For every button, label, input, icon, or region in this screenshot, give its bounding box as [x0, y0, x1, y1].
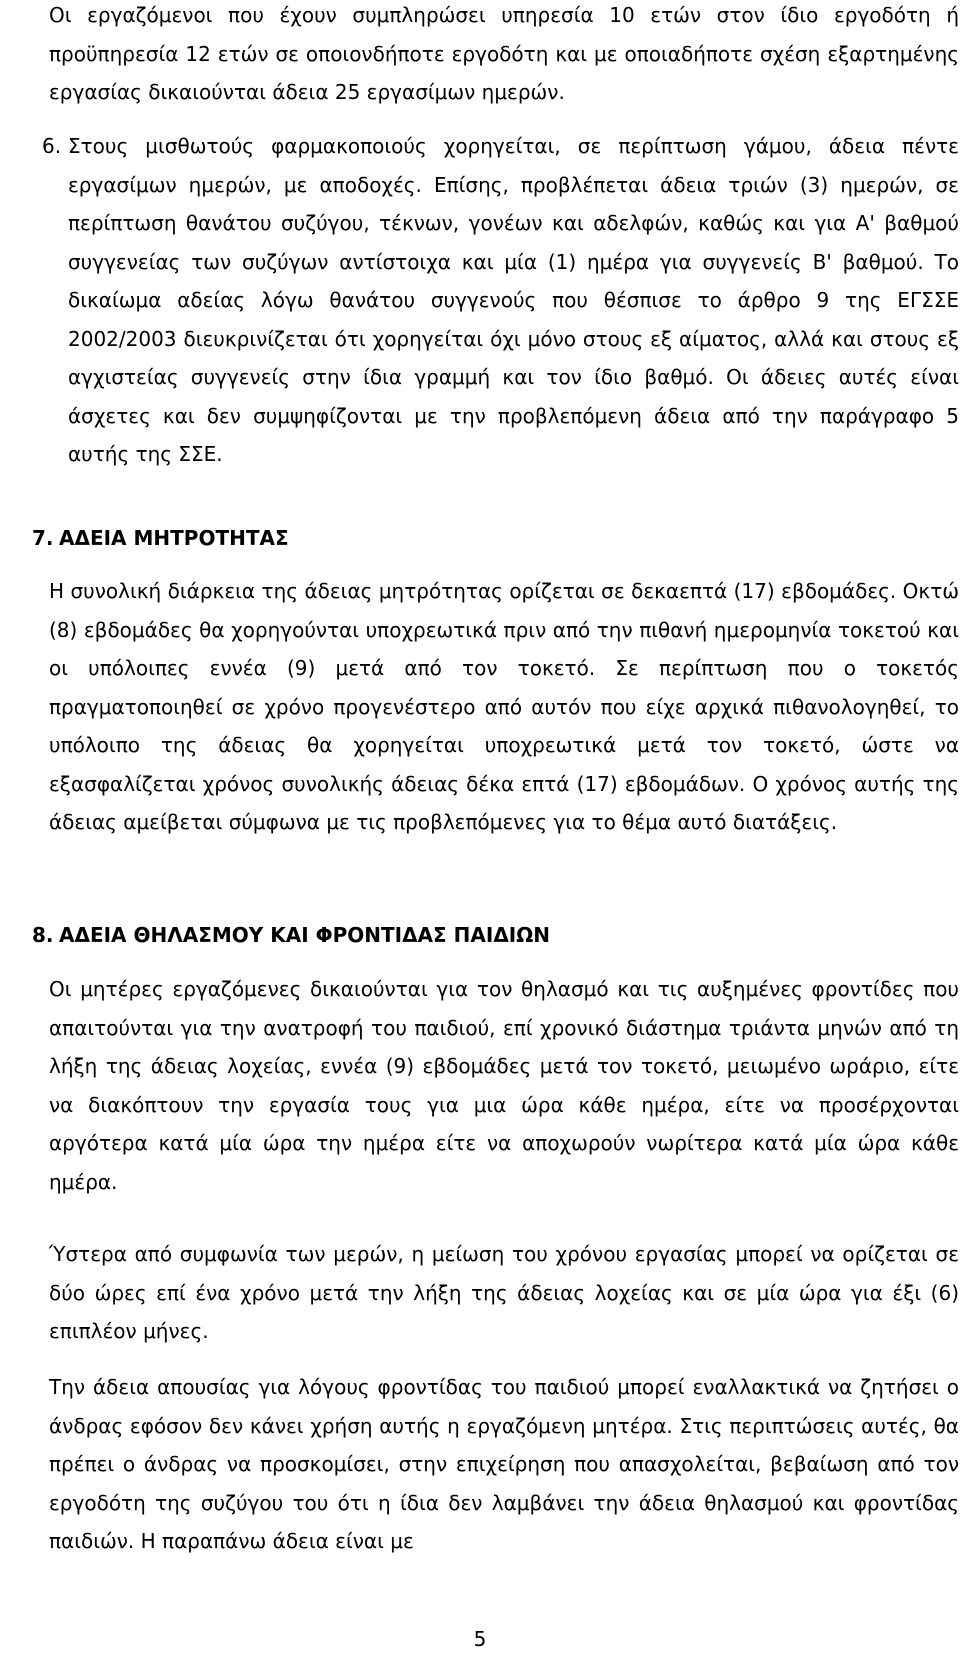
item-6-body: Στους μισθωτούς φαρμακοποιούς χορηγείται, σε περίπτωση γάμου, άδεια πέντε εργασίμων ημερών, με αποδοχές. Επίσης, προβλέπεται άδεια τριών (3) ημερών, σε περίπτωση θανάτου συζύγου, τέκνων, γονέων και αδελφών, καθώς και για Α' βαθμού συγγενείας των συζύγων αντίστοιχα και μία (1) ημέρα για συγγενείς Β' βαθμού. Το δικαίωμα αδείας λόγω θανάτου συγγενούς που θέσπισε το άρθρο 9 της ΕΓΣΣΕ 2002/2003 διευκρινίζεται ότι χορηγείται όχι μόνο στους εξ αίματος, αλλά και στους εξ αγχιστείας συγγενείς στην ίδια γραμμή και τον ίδιο βαθμό. Οι άδειες αυτές είναι άσχετες και δεν συμψηφίζονται με την προβλεπόμενη άδεια από την παράγραφο 5 αυτής της ΣΣΕ. — [68, 134, 959, 466]
document-page — [32, 0, 960, 1656]
section-8-paragraph-3: Την άδεια απουσίας για λόγους φροντίδας του παιδιού μπορεί εναλλακτικά να ζητήσει ο άνδρας εφόσον δεν κάνει χρήση αυτής η εργαζόμενη μητέρα. Στις περιπτώσεις αυτές, θα πρέπει ο άνδρας να προσκομίσει, στην επιχείρηση που απασχολείται, βεβαίωση από τον εργοδότη της συζύγου του ότι η ίδια δεν λαμβάνει την άδεια θηλασμού και φροντίδας παιδιών. Η παραπάνω άδεια είναι με — [49, 1375, 959, 1553]
section-8-heading — [32, 916, 959, 955]
section-8-paragraph-2: Ύστερα από συμφωνία των μερών, η μείωση του χρόνου εργασίας μπορεί να ορίζεται σε δύο ώρες επί ένα χρόνο μετά την λήξη της άδειας λοχείας και σε μία ώρα για έξι (6) επιπλέον μήνες. — [49, 1242, 959, 1343]
section-7-paragraph: Η συνολική διάρκεια της άδειας μητρότητας ορίζεται σε δεκαεπτά (17) εβδομάδες. Οκτώ (8) εβδομάδες θα χορηγούνται υποχρεωτικά πριν από την πιθανή ημερομηνία τοκετού και οι υπόλοιπες εννέα (9) μετά από τον τοκετό. Σε περίπτωση που ο τοκετός πραγματοποιηθεί σε χρόνο προγενέστερο από αυτόν που είχε αρχικά πιθανολογηθεί, το υπόλοιπο της άδειας θα χορηγείται υποχρεωτικά μετά τον τοκετό, ώστε να εξασφαλίζεται χρόνος συνολικής άδειας δέκα επτά (17) εβδομάδων. Ο χρόνος αυτής της άδειας αμείβεται σύμφωνα με τις προβλεπόμενες για το θέμα αυτό διατάξεις. — [49, 579, 959, 834]
intro-paragraph: Οι εργαζόμενοι που έχουν συμπληρώσει υπηρεσία 10 ετών στον ίδιο εργοδότη ή προϋπηρεσία 12 ετών σε οποιονδήποτε εργοδότη και με οποιαδήποτε σχέση εξαρτημένης εργασίας δικαιούνται άδεια 25 εργασίμων ημερών. — [49, 3, 959, 104]
item-6-text — [68, 127, 959, 474]
section-8-paragraph-1: Οι μητέρες εργαζόμενες δικαιούνται για τον θηλασμό και τις αυξημένες φροντίδες που απαιτούνται για την ανατροφή του παιδιού, επί χρονικό διάστημα τριάντα μηνών από τη λήξη της άδειας λοχείας, εννέα (9) εβδομάδες μετά τον τοκετό, μειωμένο ωράριο, είτε να διακόπτουν την εργασία τους για μια ώρα κάθε ημέρα, είτε να προσέρχονται αργότερα κατά μία ώρα την ημέρα είτε να αποχωρούν νωρίτερα κατά μία ώρα κάθε ημέρα. — [49, 977, 959, 1194]
section-8-number: 8. — [32, 923, 54, 947]
section-7-heading — [32, 519, 959, 558]
page-number: 5 — [473, 1627, 487, 1651]
section-7-number: 7. — [32, 526, 54, 550]
item-6-number: 6. — [42, 134, 62, 158]
section-8-title: ΑΔΕΙΑ ΘΗΛΑΣΜΟΥ ΚΑΙ ΦΡΟΝΤΙΔΑΣ ΠΑΙΔΙΩΝ — [59, 923, 550, 947]
section-7-title: ΑΔΕΙΑ ΜΗΤΡΟΤΗΤΑΣ — [59, 526, 289, 550]
item-6 — [42, 127, 959, 474]
